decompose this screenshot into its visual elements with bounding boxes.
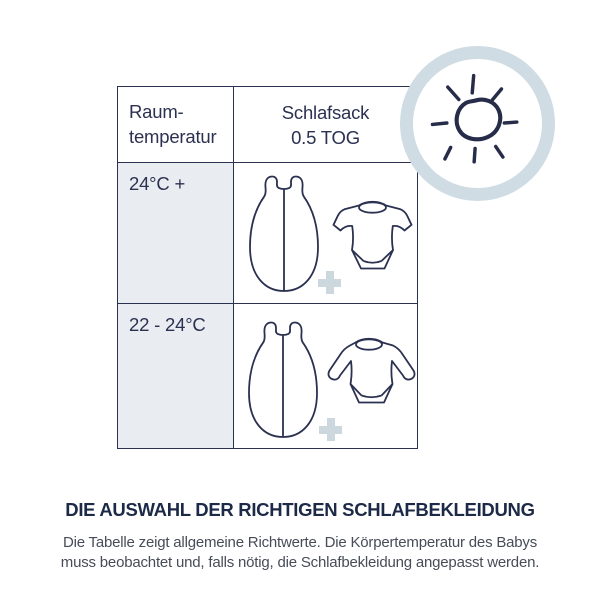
header-cell-room-temperature: [118, 87, 234, 163]
sleeping-bag-icon: [247, 172, 321, 294]
long-sleeve-bodysuit-icon: [321, 337, 417, 407]
temperature-clothing-table: [117, 86, 418, 449]
header-room-temp-line2: temperatur: [129, 126, 217, 147]
temperature-cell-row1: 24°C +: [118, 163, 234, 304]
header-schlafsack-line2: 0.5 TOG: [291, 126, 360, 148]
header-schlafsack-line1: Schlafsack: [281, 101, 370, 123]
footer: [0, 499, 600, 573]
footer-body: [0, 533, 600, 573]
short-sleeve-bodysuit-icon: [330, 200, 415, 272]
sleeping-bag-icon: [246, 318, 320, 440]
header-cell-schlafsack-tog: [234, 87, 417, 163]
garments-cell-row1: [234, 163, 417, 304]
header-room-temp-line1: Raum-: [129, 101, 184, 122]
footer-title: DIE AUSWAHL DER RICHTIGEN SCHLAFBEKLEIDUNG: [65, 499, 535, 520]
temperature-cell-row2: 22 - 24°C: [118, 304, 234, 448]
plus-icon: [318, 271, 341, 294]
garments-cell-row2: [234, 304, 417, 448]
sun-badge: [400, 46, 555, 201]
footer-body-line2: muss beobachtet und, falls nötig, die Schlafbekleidung angepasst werden.: [60, 554, 540, 571]
sun-icon: [420, 66, 535, 181]
footer-body-line1: Die Tabelle zeigt allgemeine Richtwerte. Die Körpertemperatur des Babys: [62, 534, 538, 551]
plus-icon: [319, 418, 342, 441]
